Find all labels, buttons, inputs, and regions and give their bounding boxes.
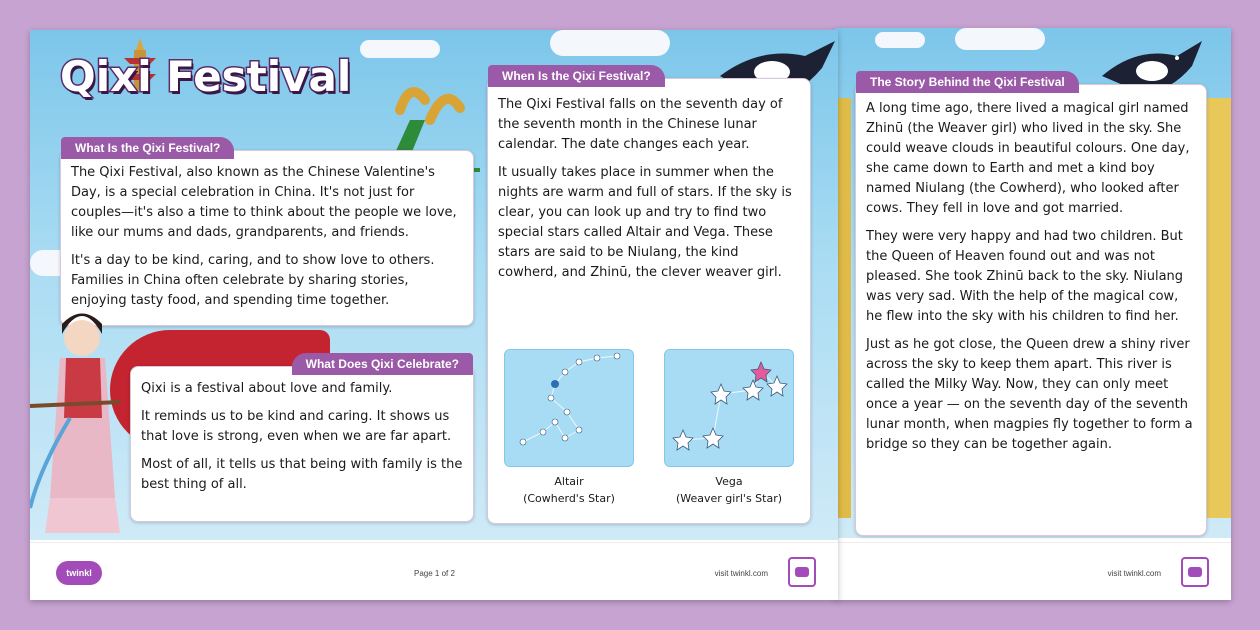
cloud (875, 32, 925, 48)
twinkl-logo: twinkl (56, 561, 102, 585)
cloud (955, 28, 1045, 50)
when-panel (487, 69, 811, 524)
vega-star-map (664, 349, 794, 467)
story-page (835, 28, 1231, 600)
page-footer (835, 542, 1231, 600)
quality-badge-icon (1181, 557, 1209, 587)
celebrate-heading: What Does Qixi Celebrate? (292, 353, 473, 375)
page-title: Qixi Festival (60, 52, 352, 101)
page-number: Page 1 of 2 (414, 569, 455, 578)
altair-constellation-icon (505, 350, 635, 468)
star-subtitle: (Cowherd's Star) (523, 492, 615, 505)
paragraph: The Qixi Festival falls on the seventh day of the seventh month in the Chinese lunar calendar. The date changes each year. (498, 97, 783, 152)
altair-caption (494, 473, 644, 507)
footer-site: visit twinkl.com (1107, 569, 1161, 578)
what-is-heading: What Is the Qixi Festival? (61, 137, 234, 159)
paragraph: A long time ago, there lived a magical girl named Zhinū (the Weaver girl) who lived in the sky. She could weave clouds in beautiful colours. One day, she came down to Earth and met a kind boy named Niulang (the Cowherd), who looked after cows. They fell in love and got married. (866, 101, 1190, 216)
when-text (498, 95, 800, 291)
story-heading: The Story Behind the Qixi Festival (856, 71, 1079, 93)
what-is-text (71, 163, 463, 319)
info-page (30, 30, 838, 600)
paragraph: Just as he got close, the Queen drew a shiny river across the sky to keep them apart. This river is called the Milky Way. Now, they can only meet once a year — on the seventh day of the seventh lunar month, when magpies fly together to form a bridge so they can be together again. (866, 337, 1193, 452)
cloud (360, 40, 440, 58)
paragraph: It's a day to be kind, caring, and to show love to others. Families in China often celebrate by sharing stories, enjoying tasty food, and spending time together. (71, 253, 435, 308)
star-name: Altair (554, 475, 584, 488)
altair-star-map (504, 349, 634, 467)
celebrate-text (141, 379, 463, 503)
paragraph: Most of all, it tells us that being with family is the best thing of all. (141, 457, 463, 492)
paragraph: It reminds us to be kind and caring. It shows us that love is strong, even when we are far apart. (141, 409, 452, 444)
vega-caption (654, 473, 804, 507)
vega-constellation-icon (665, 350, 795, 468)
page-footer (30, 542, 838, 600)
paragraph: Qixi is a festival about love and family. (141, 381, 393, 396)
celebrate-panel (130, 357, 474, 522)
star-name: Vega (715, 475, 743, 488)
story-panel (855, 75, 1207, 536)
weaver-girl-illustration (30, 298, 140, 538)
footer-site: visit twinkl.com (714, 569, 768, 578)
when-heading: When Is the Qixi Festival? (488, 65, 665, 87)
cloud (550, 30, 670, 56)
paragraph: The Qixi Festival, also known as the Chinese Valentine's Day, is a special celebration in China. It's not just for couples—it's also a time to think about the people we love, like our mums and dads, grandparents, and friends. (71, 165, 457, 240)
paragraph: It usually takes place in summer when the nights are warm and full of stars. If the sky is clear, you can look up and try to find two special stars called Altair and Vega. These stars are said to be Niulang, the kind cowherd, and Zhinū, the clever weaver girl. (498, 165, 792, 280)
quality-badge-icon (788, 557, 816, 587)
star-subtitle: (Weaver girl's Star) (675, 492, 783, 505)
story-text (866, 99, 1196, 463)
paragraph: They were very happy and had two children. But the Queen of Heaven found out and was not pleased. She took Zhinū back to the sky. Niulang was very sad. With the help of the magical cow, he flew into the sky with his children to find her. (866, 229, 1184, 324)
